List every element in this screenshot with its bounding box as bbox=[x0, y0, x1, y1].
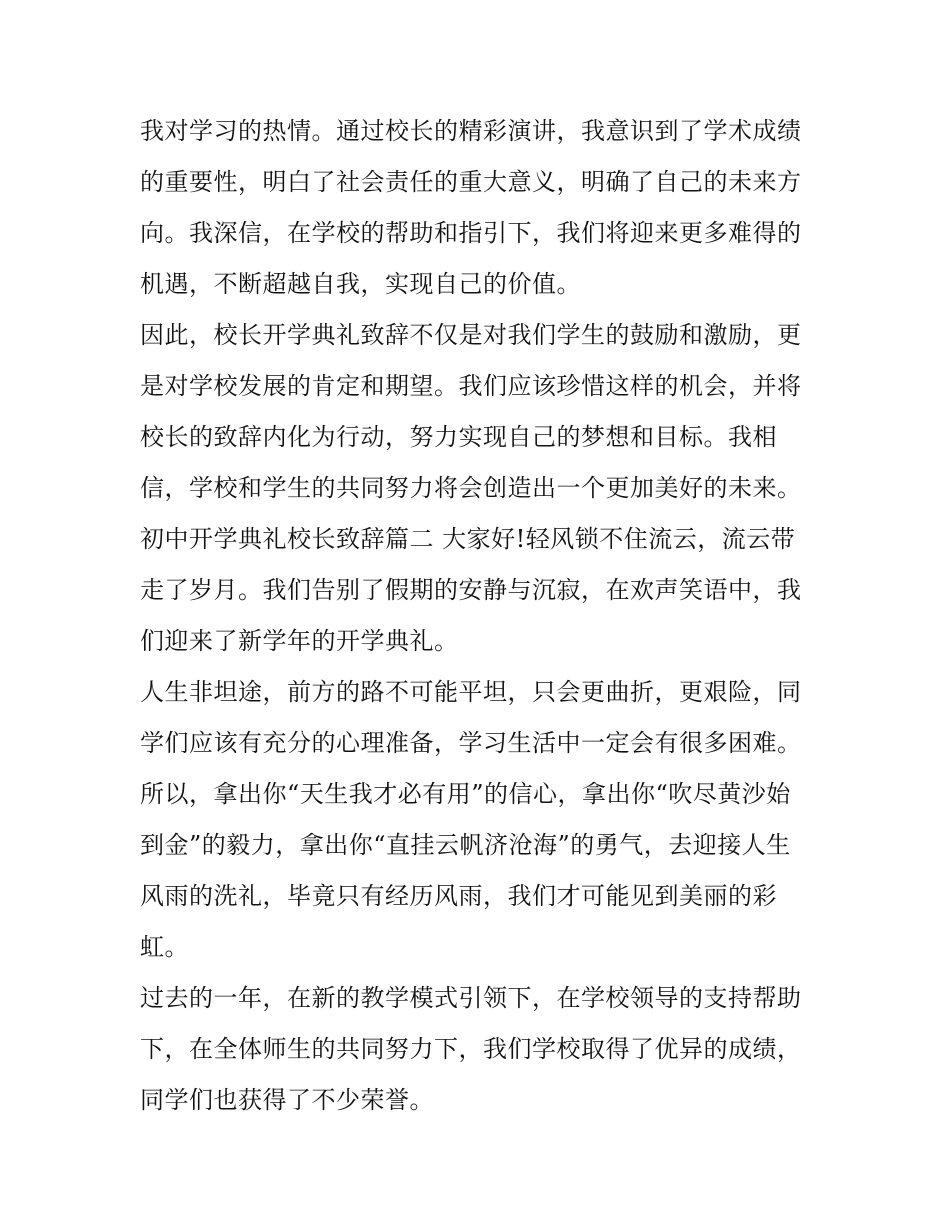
text-line: 校长的致辞内化为行动，努力实现自己的梦想和目标。我相 bbox=[140, 423, 777, 451]
text-line: 向。我深信，在学校的帮助和指引下，我们将迎来更多难得的 bbox=[140, 219, 802, 247]
text-line: 因此，校长开学典礼致辞不仅是对我们学生的鼓励和激励，更 bbox=[140, 321, 802, 349]
text-line: 学们应该有充分的心理准备，学习生活中一定会有很多困难。 bbox=[140, 729, 802, 757]
text-line: 们迎来了新学年的开学典礼。 bbox=[140, 627, 459, 655]
text-line: 的重要性，明白了社会责任的重大意义，明确了自己的未来方 bbox=[140, 168, 802, 196]
text-line: 人生非坦途，前方的路不可能平坦，只会更曲折，更艰险，同 bbox=[140, 678, 802, 706]
text-line: 过去的一年，在新的教学模式引领下，在学校领导的支持帮助 bbox=[140, 984, 802, 1012]
text-line: 同学们也获得了不少荣誉。 bbox=[140, 1086, 434, 1114]
text-line: 是对学校发展的肯定和期望。我们应该珍惜这样的机会，并将 bbox=[140, 372, 802, 400]
text-line: 走了岁月。我们告别了假期的安静与沉寂，在欢声笑语中，我 bbox=[140, 576, 802, 604]
text-line: 初中开学典礼校长致辞篇二 大家好!轻风锁不住流云，流云带 bbox=[140, 525, 796, 553]
text-line: 我对学习的热情。通过校长的精彩演讲，我意识到了学术成绩 bbox=[140, 117, 802, 145]
text-line: 下，在全体师生的共同努力下，我们学校取得了优异的成绩， bbox=[140, 1035, 802, 1063]
text-line: 风雨的洗礼，毕竟只有经历风雨，我们才可能见到美丽的彩 bbox=[140, 882, 777, 910]
text-line: 机遇，不断超越自我，实现自己的价值。 bbox=[140, 270, 581, 298]
text-line: 到金”的毅力，拿出你“直挂云帆济沧海”的勇气，去迎接人生 bbox=[140, 831, 791, 859]
text-line: 虹。 bbox=[140, 933, 189, 961]
body-text bbox=[140, 106, 820, 1126]
text-line: 所以，拿出你“天生我才必有用”的信心，拿出你“吹尽黄沙始 bbox=[140, 780, 791, 808]
text-line: 信，学校和学生的共同努力将会创造出一个更加美好的未来。 bbox=[140, 474, 802, 502]
